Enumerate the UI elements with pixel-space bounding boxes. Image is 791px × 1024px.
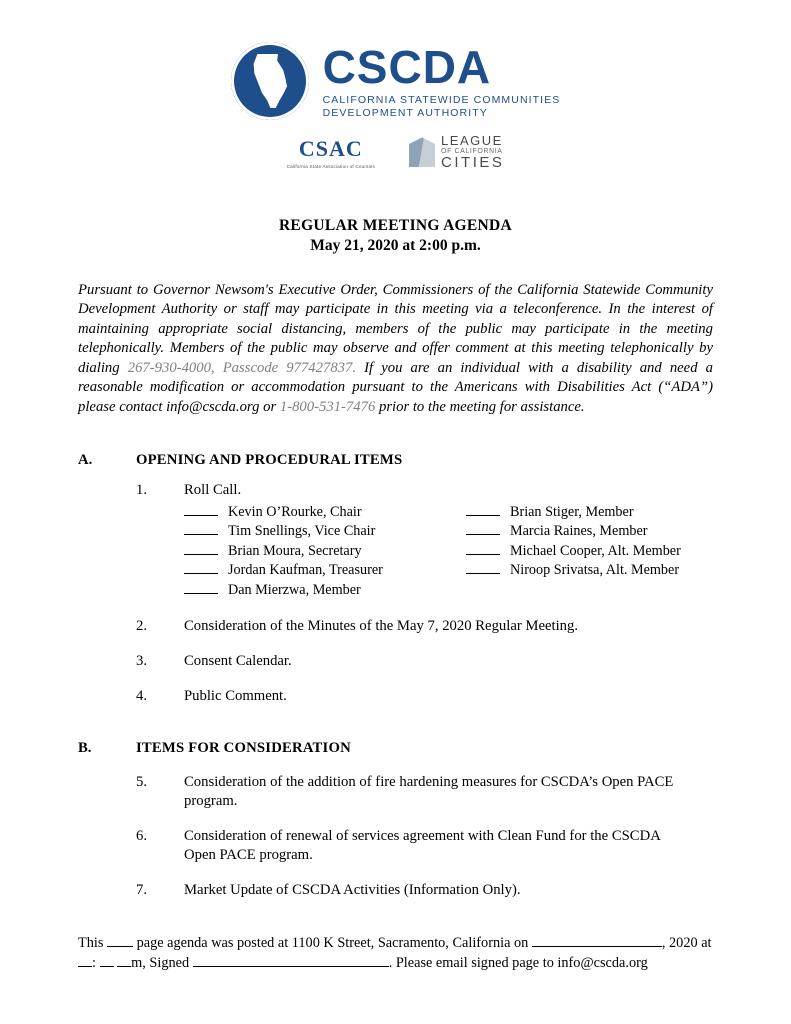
agenda-item-3-text: Consent Calendar. xyxy=(184,652,292,669)
roll-call-entry xyxy=(184,581,466,601)
footer-text-1b: page agenda was posted at 1100 K Street, Sacramento, California on xyxy=(133,934,532,951)
roll-call-checkbox[interactable] xyxy=(184,504,218,516)
roll-call-entry xyxy=(466,522,681,542)
league-line-1: LEAGUE xyxy=(441,133,503,148)
roll-call-name: Brian Stiger, Member xyxy=(510,503,634,520)
roll-call-checkbox[interactable] xyxy=(184,582,218,594)
agenda-item-6-text: Consideration of renewal of services agreement with Clean Fund for the CSCDA Open PACE program. xyxy=(184,828,661,864)
roll-call-name: Brian Moura, Secretary xyxy=(228,542,362,559)
hour-blank[interactable] xyxy=(78,966,92,967)
section-a-letter: A. xyxy=(78,451,93,468)
logo-acronym: CSCDA xyxy=(322,40,492,93)
roll-call-column-right xyxy=(466,503,681,601)
roll-call-entry xyxy=(184,561,466,581)
section-b-letter: B. xyxy=(78,739,92,756)
agenda-item-1-text: Roll Call. xyxy=(184,481,242,498)
roll-call-checkbox[interactable] xyxy=(184,543,218,555)
intro-part-2: If you are an individual with a disability and need a reasonable modification or accommodation pursuant to the Americans with Disabilities Act (“ADA”) please contact info@cscda.org or xyxy=(78,359,713,416)
agenda-item-5-number: 5. xyxy=(136,773,148,790)
roll-call-checkbox[interactable] xyxy=(184,523,218,535)
roll-call-checkbox[interactable] xyxy=(466,504,500,516)
page-count-blank[interactable] xyxy=(107,946,133,947)
california-bear-seal-icon xyxy=(231,42,309,120)
partner-logos xyxy=(78,134,713,171)
agenda-item-1-number: 1. xyxy=(136,481,148,498)
ampm-blank[interactable] xyxy=(117,966,131,967)
agenda-item-1 xyxy=(78,481,713,500)
cscda-logo xyxy=(78,0,713,120)
league-of-california-cities-logo xyxy=(409,134,504,171)
roll-call-name: Kevin O’Rourke, Chair xyxy=(228,503,362,520)
roll-call-entry xyxy=(184,503,466,523)
posting-certification xyxy=(0,933,791,974)
posting-line-2 xyxy=(78,953,713,974)
minute-blank[interactable] xyxy=(100,966,114,967)
csac-logo xyxy=(287,136,375,169)
footer-text-2c: . Please email signed page to info@cscda.org xyxy=(388,955,648,972)
section-a xyxy=(78,452,713,469)
agenda-item-7-number: 7. xyxy=(136,882,148,899)
logo-wordmark xyxy=(322,40,561,119)
roll-call-name: Jordan Kaufman, Treasurer xyxy=(228,562,383,579)
section-a-title: OPENING AND PROCEDURAL ITEMS xyxy=(136,451,403,468)
posting-date-blank[interactable] xyxy=(532,946,662,947)
footer-text-1a: This xyxy=(78,934,107,951)
agenda-item-6-number: 6. xyxy=(136,828,148,845)
intro-part-3: prior to the meeting for assistance. xyxy=(375,399,585,416)
csac-caption: California State Association of Counties xyxy=(286,163,376,169)
roll-call-checkbox[interactable] xyxy=(466,543,500,555)
roll-call-entry xyxy=(184,542,466,562)
document-heading: REGULAR MEETING AGENDA xyxy=(278,216,513,234)
agenda-item-7-text: Market Update of CSCDA Activities (Information Only). xyxy=(184,882,521,899)
shield-icon xyxy=(409,137,435,167)
document-date: May 21, 2020 at 2:00 p.m. xyxy=(310,236,481,254)
agenda-item-4-number: 4. xyxy=(136,687,148,704)
roll-call-list xyxy=(78,503,713,601)
intro-paragraph xyxy=(78,281,713,418)
roll-call-entry xyxy=(466,542,681,562)
footer-text-2b: m, Signed xyxy=(131,955,193,972)
roll-call-name: Marcia Raines, Member xyxy=(510,523,648,540)
footer-text-2a: : xyxy=(92,955,100,972)
footer-text-1c: , 2020 at xyxy=(661,934,712,951)
roll-call-entry xyxy=(466,561,681,581)
roll-call-column-left xyxy=(184,503,466,601)
section-b-title: ITEMS FOR CONSIDERATION xyxy=(136,739,351,756)
logo-line-1: CALIFORNIA STATEWIDE COMMUNITIES xyxy=(322,93,561,106)
league-line-2: OF CALIFORNIA xyxy=(441,147,503,155)
agenda-item-2-text: Consideration of the Minutes of the May 7, 2020 Regular Meeting. xyxy=(184,617,579,634)
dial-in-phone: 267-930-4000, Passcode 977427837. xyxy=(127,359,357,376)
csac-mark: CSAC xyxy=(298,135,363,161)
intro-part-1: Pursuant to Governor Newsom's Executive Order, Commissioners of the California Statewide Community Development Authority or staff may participate in this meeting via a teleconference. In the interest of maintaining appropriate social distancing, members of the public may participate in the meeting telephonically. Members of the public may observe and offer comment at this meeting telephonically by dialing xyxy=(78,281,713,376)
agenda-item-7 xyxy=(78,881,713,900)
roll-call-checkbox[interactable] xyxy=(466,562,500,574)
agenda-item-6 xyxy=(78,827,713,865)
section-b xyxy=(78,740,713,757)
agenda-item-2 xyxy=(78,617,713,636)
roll-call-checkbox[interactable] xyxy=(466,523,500,535)
agenda-item-5-text: Consideration of the addition of fire hardening measures for CSCDA’s Open PACE program. xyxy=(184,773,674,810)
roll-call-entry xyxy=(184,522,466,542)
roll-call-name: Michael Cooper, Alt. Member xyxy=(510,542,681,559)
agenda-item-4-text: Public Comment. xyxy=(184,687,287,704)
agenda-item-5 xyxy=(78,773,713,811)
agenda-item-3 xyxy=(78,652,713,671)
roll-call-checkbox[interactable] xyxy=(184,562,218,574)
agenda-item-3-number: 3. xyxy=(136,652,148,669)
posting-line-1 xyxy=(78,933,713,954)
roll-call-entry xyxy=(466,503,681,523)
roll-call-name: Niroop Srivatsa, Alt. Member xyxy=(510,562,680,579)
league-line-3: CITIES xyxy=(441,153,505,171)
agenda-item-4 xyxy=(78,687,713,706)
signature-blank[interactable] xyxy=(193,966,389,967)
logo-line-2: DEVELOPMENT AUTHORITY xyxy=(322,106,488,119)
page-title xyxy=(78,217,713,255)
roll-call-name: Tim Snellings, Vice Chair xyxy=(228,523,376,540)
ada-phone: 1-800-531-7476 xyxy=(279,399,376,416)
roll-call-name: Dan Mierzwa, Member xyxy=(228,582,361,599)
agenda-item-2-number: 2. xyxy=(136,617,148,634)
